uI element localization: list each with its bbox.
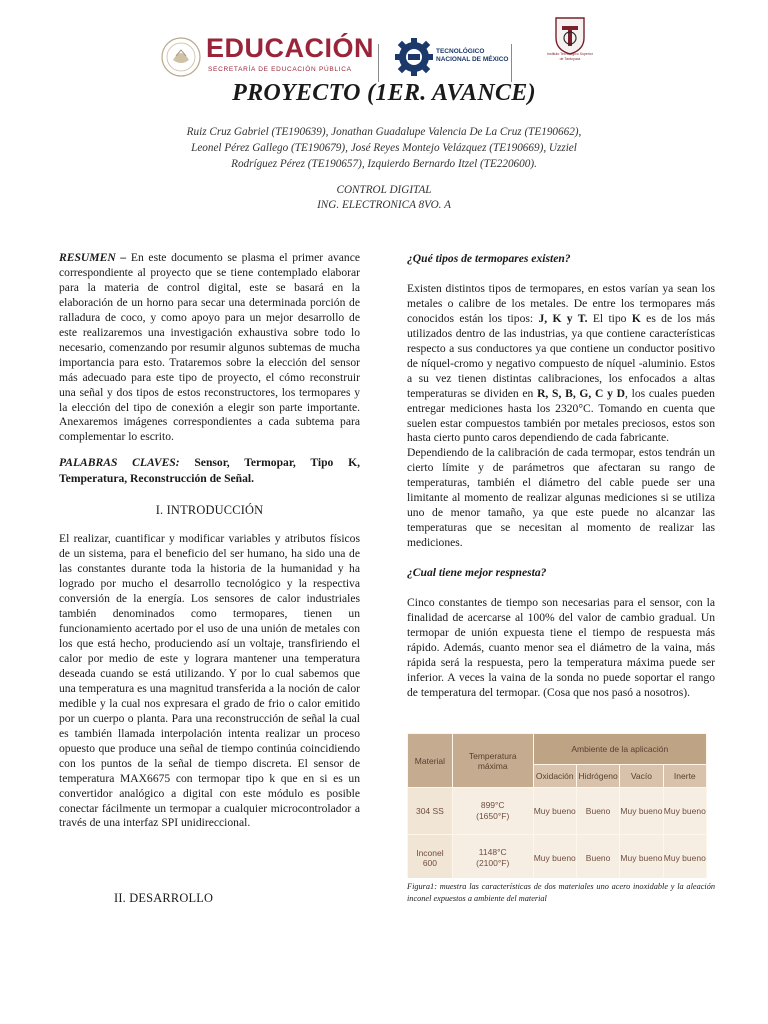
cell-value: Muy bueno [663, 788, 706, 835]
authors: Ruiz Cruz Gabriel (TE190639), Jonathan Guadalupe Valencia De La Cruz (TE190662), Leonel Pérez Gallego (TE190679), José Reyes Montejo Velázquez (TE190669), Uzziel Rodríguez Pérez (TE190657), Izquierdo Bernardo Itzel (TE220600). [186, 126, 582, 170]
institute-caption: Instituto Tecnológico Superior de Tantoyuca [547, 52, 593, 61]
figure-caption: Figura1: muestra las características de dos materiales uno acero inoxidable y la aleación inconel expuestos a ambiente del material [407, 882, 715, 903]
logo-divider [511, 44, 512, 82]
materials-table [407, 733, 707, 878]
table-row [408, 788, 707, 835]
materials-table-figure [407, 733, 707, 878]
calibration-text: Dependiendo de la calibración de cada termopar, estos tendrán un cierto límite y de parámetros que afectaran su rango de temperaturas, también el diámetro del cable puede ser una limitante al momento de realizar algunas mediciones si se utiliza uno de menor tamaño, ya que este puede no alcanzar las temperaturas que se necesitan al momento de realizar las mediciones. [407, 446, 715, 550]
header-hidrogeno: Hidrógeno [576, 765, 619, 788]
thermocouple-types-text: Existen distintos tipos de termopares, en estos varían ya sean los metales o calibre de los metales. De entre los termopares más conocidos están los tipos: J, K y T. El tipo K es de los más utilizados dentro de las industrias, ya que contiene características respecto a sus conductores ya que contiene un conductor positivo de níquel-cromo y negativo compuesto de níquel -aluminio. Estos a su vez tienen distintas calibraciones, los enfocados a altas temperaturas se dividen en R, S, B, G, C y D, los cuales pueden entregar mediciones hasta los 2320°C. Tomando en cuenta que suelen estar compuestos también por metales preciosos, estos son hasta cierto punto caros dependiendo de cada fabricante. [407, 281, 715, 445]
sep-logo-subtitle: SECRETARÍA DE EDUCACIÓN PÚBLICA [208, 66, 352, 73]
right-column [407, 252, 715, 701]
header-material: Material [408, 734, 453, 788]
page-title: PROYECTO (1ER. AVANCE) [232, 80, 536, 106]
tecnm-logo-text: TECNOLÓGICO NACIONAL DE MÉXICO [436, 48, 509, 63]
cell-material: 304 SS [408, 788, 453, 835]
course-info: CONTROL DIGITAL ING. ELECTRONICA 8VO. A [317, 184, 451, 211]
introduction-text: El realizar, cuantificar y modificar variables y atributos físicos de un sistema, para el beneficio del ser humano, ha sido una de las constantes durante toda la historia de la humanidad y ha logrado por mucho el desarrollo tecnológico y la respectiva conversión de la energía. Los sensores de calor industriales también denominados como termopares, tienen un funcionamiento acertado por el uso de una unión de metales con los que está hecho, produciendo así un voltaje, transfiriendo el calor por medio de este y lograra mantener una temperatura deseada cuando se está utilizando. Y por lo cual sabemos que una temperatura es una magnitud transferida a la noción de calor medible y la cual nos expresara el grado de frio o calor emitido por un cuerpo o planta. Para una reconstrucción de señal la cual es también llamada interpolación intenta realizar un proceso opuesto que produce una señal de tiempo continúa coincidiendo con los puntos de la señal de tiempo discreta. El sensor de temperatura MAX6675 con termopar tipo k que en si es un convertidor analógico a digital con este módulo es posible conectar fácilmente un termopar a cualquier microcontrolador a través de una interfaz SPI unidireccional. [59, 532, 360, 830]
left-column [59, 251, 360, 920]
header-temperature: Temperatura máxima [452, 734, 533, 788]
educacion-logo-text: EDUCACIÓN [206, 33, 375, 63]
cell-material: Inconel 600 [408, 835, 453, 879]
header-oxidacion: Oxidación [533, 765, 576, 788]
cell-value: Muy bueno [663, 835, 706, 879]
section-heading-introduccion: I. INTRODUCCIÓN [155, 503, 264, 518]
response-text: Cinco constantes de tiempo son necesarias para el sensor, con la finalidad de acercarse al 100% del valor de cambio gradual. Un termopar de unión expuesta tiene el tiempo de respuesta más rápido. Además, cuanto menor sea el diámetro de la vaina, más rápida será la respuesta, pero la temperatura máxima puede ser inferior. A veces la vaina de la sonda no puede soportar el rango de temperatura del termopar. (Cosa que nos pasó a nosotros). [407, 596, 715, 699]
question-heading-types: ¿Qué tipos de termopares existen? [407, 252, 571, 265]
abstract: RESUMEN – En este documento se plasma el primer avance correspondiente al proyecto que se tiene contemplado elaborar para la materia de control digital, este se basará en la elaboración de un horno para secar una determinada porción de ralladura de coco, y como apoyo para un mejor desarrollo de este realizaremos una investigación exhaustiva sobre todo lo necesario, comenzando por resumir algunos subtemas de mucha importancia para esto. Trataremos sobre la elección del sensor más adecuado para este tipo de proyecto, el cómo reconstruir una señal y dos tipos de estos reconstructores, los termopares y la elección del tipo de conexión a elegir son parte importante. Anexaremos imágenes correspondientes a cada subtema para complementar lo escrito. [59, 251, 360, 444]
tecnm-gear-icon [395, 36, 433, 78]
logo-divider [378, 44, 379, 82]
header-environment: Ambiente de la aplicación [533, 734, 706, 765]
cell-temperature: 899°C (1650°F) [452, 788, 533, 835]
cell-value: Bueno [576, 788, 619, 835]
cell-value: Muy bueno [620, 788, 663, 835]
header-vacio: Vacío [620, 765, 663, 788]
cell-value: Muy bueno [533, 788, 576, 835]
cell-value: Muy bueno [533, 835, 576, 879]
mexico-seal-icon [160, 36, 202, 78]
cell-temperature: 1148°C (2100°F) [452, 835, 533, 879]
institute-shield-icon [548, 16, 592, 56]
table-row [408, 835, 707, 879]
keywords: PALABRAS CLAVES: Sensor, Termopar, Tipo K, Temperatura, Reconstrucción de Señal. [59, 456, 360, 486]
header-inerte: Inerte [663, 765, 706, 788]
cell-value: Muy bueno [620, 835, 663, 879]
cell-value: Bueno [576, 835, 619, 879]
question-heading-response: ¿Cual tiene mejor respnesta? [407, 566, 547, 580]
section-heading-desarrollo: II. DESARROLLO [114, 891, 214, 906]
